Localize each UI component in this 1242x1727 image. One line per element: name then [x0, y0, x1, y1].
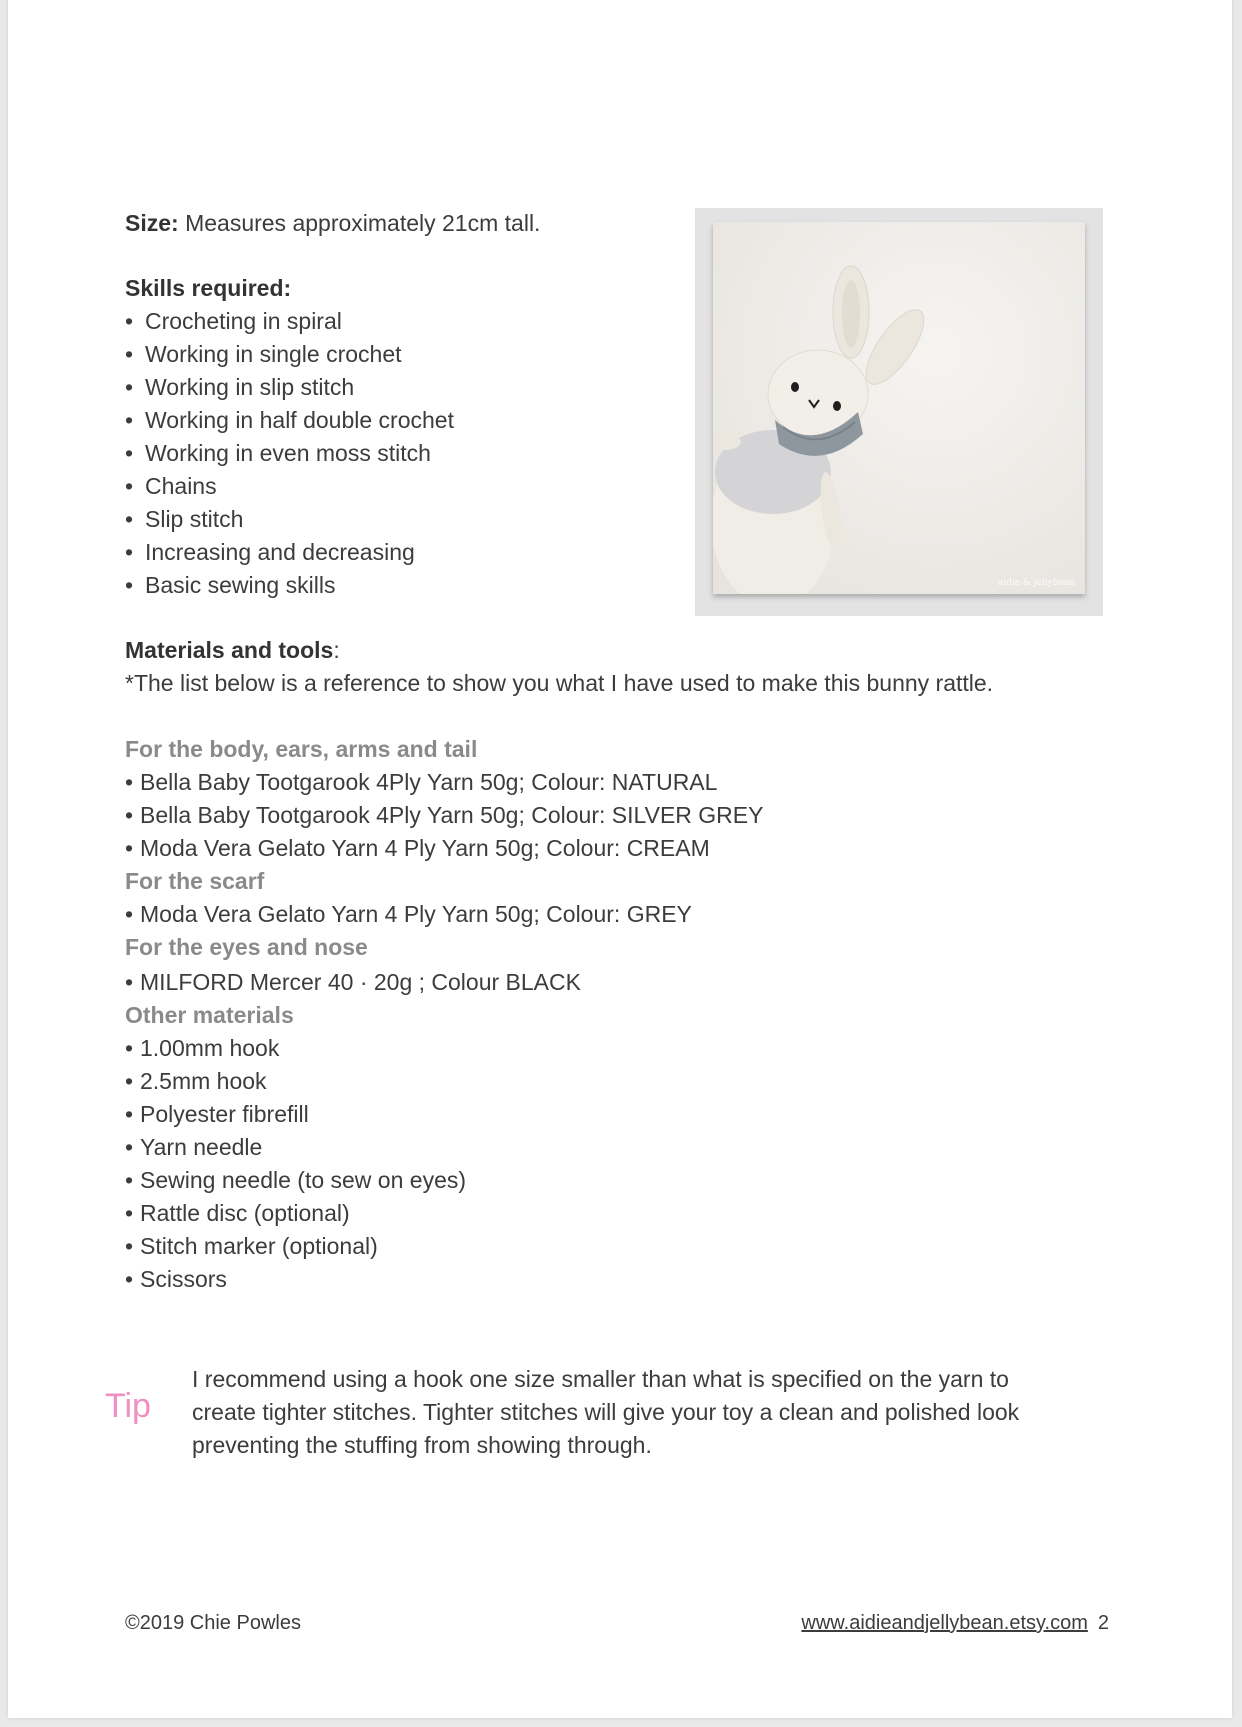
subheading-body: For the body, ears, arms and tail — [125, 736, 478, 762]
size-label: Size: — [125, 210, 179, 236]
list-item: • Chains — [125, 473, 217, 499]
document-page — [8, 0, 1232, 1718]
list-item: • Scissors — [125, 1266, 227, 1292]
subheading-other: Other materials — [125, 1002, 294, 1028]
list-item: • Bella Baby Tootgarook 4Ply Yarn 50g; Colour: SILVER GREY — [125, 802, 764, 828]
page-number: 2 — [1097, 1612, 1109, 1634]
size-text: Measures approximately 21cm tall. — [178, 210, 541, 236]
list-item: • Stitch marker (optional) — [125, 1233, 378, 1259]
list-item: • Rattle disc (optional) — [125, 1200, 350, 1226]
list-item: • Basic sewing skills — [125, 572, 336, 598]
scarf-materials — [125, 898, 763, 931]
other-materials — [125, 1032, 763, 1296]
size-line — [125, 207, 540, 240]
tip-text: I recommend using a hook one size smaller than what is specified on the yarn to create tighter stitches. Tighter stitches will give your toy a clean and polished look preventing the stuffing from showing through. — [192, 1366, 1020, 1458]
list-item: • Bella Baby Tootgarook 4Ply Yarn 50g; Colour: NATURAL — [125, 769, 718, 795]
subheading-scarf: For the scarf — [125, 868, 265, 894]
footer-right — [801, 1610, 1109, 1636]
bunny-photo — [713, 222, 1085, 594]
list-item: • Yarn needle — [125, 1134, 263, 1160]
materials-heading: Materials and tools: — [125, 637, 340, 663]
photo-watermark: aidie & jellybean — [997, 578, 1075, 588]
list-item: • Slip stitch — [125, 506, 244, 532]
list-item: • Polyester fibrefill — [125, 1101, 309, 1127]
copyright: ©2019 Chie Powles — [125, 1612, 301, 1634]
list-item: • Working in even moss stitch — [125, 440, 431, 466]
list-item: • Working in single crochet — [125, 341, 402, 367]
body-materials — [125, 766, 763, 865]
list-item: • Working in half double crochet — [125, 407, 454, 433]
list-item: • Moda Vera Gelato Yarn 4 Ply Yarn 50g; Colour: CREAM — [125, 835, 710, 861]
subheading-eyes: For the eyes and nose — [125, 934, 368, 960]
list-item: • 2.5mm hook — [125, 1068, 267, 1094]
list-item: • Moda Vera Gelato Yarn 4 Ply Yarn 50g; Colour: GREY — [125, 901, 692, 927]
skills-list — [125, 305, 454, 602]
eyes-materials — [125, 966, 763, 999]
skills-heading: Skills required: — [125, 275, 292, 301]
list-item: • MILFORD Mercer 40 · 20g ; Colour BLACK — [125, 969, 581, 995]
list-item: • Crocheting in spiral — [125, 308, 342, 334]
list-item: • 1.00mm hook — [125, 1035, 280, 1061]
materials-note: *The list below is a reference to show you what I have used to make this bunny rattle. — [125, 670, 994, 696]
bunny-illustration — [713, 222, 1085, 594]
tip-label: Tip — [105, 1387, 151, 1425]
bunny-photo-frame — [695, 208, 1103, 616]
list-item: • Increasing and decreasing — [125, 539, 415, 565]
list-item: • Sewing needle (to sew on eyes) — [125, 1167, 467, 1193]
materials-list — [125, 733, 763, 1296]
list-item: • Working in slip stitch — [125, 374, 355, 400]
etsy-link[interactable]: www.aidieandjellybean.etsy.com — [801, 1612, 1088, 1634]
